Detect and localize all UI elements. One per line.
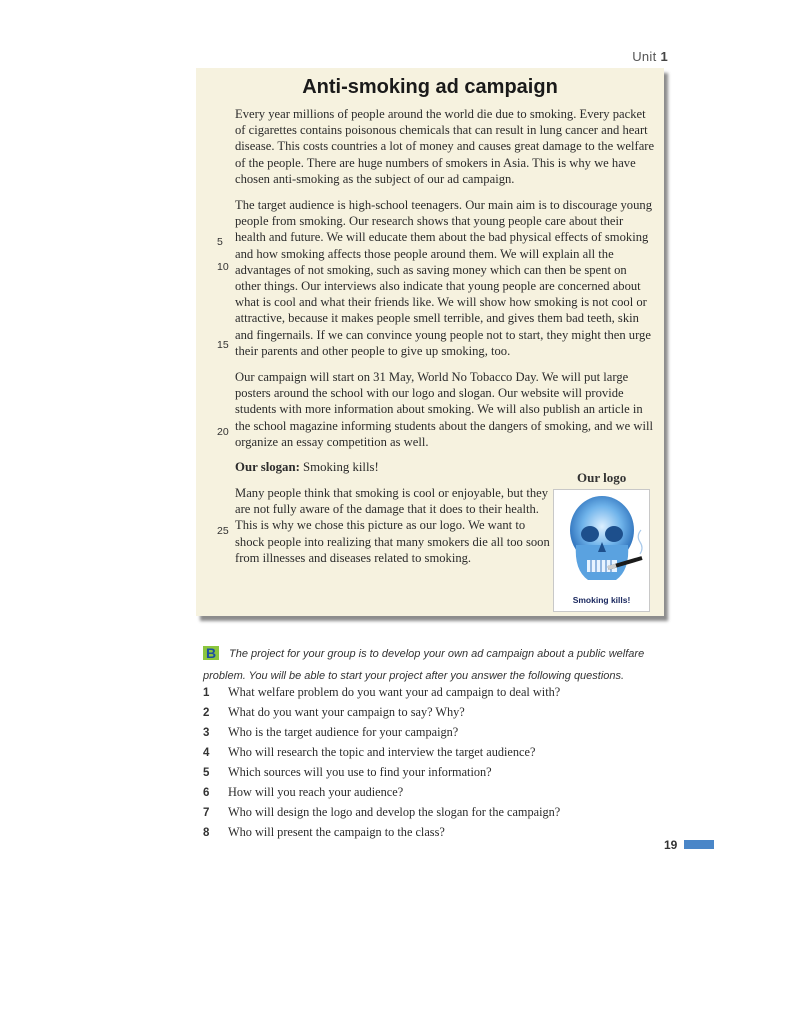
logo-heading: Our logo	[577, 470, 627, 485]
question-list	[203, 682, 560, 842]
question-number: 5	[203, 767, 210, 779]
article-paragraph-1: Every year millions of people around the world die due to smoking. Every packet of cigarettes contains poisonous chemicals that can result in lung cancer and heart disease. This costs countries a lot of money and causes great damage to the welfare of the people. There are huge numbers of smokers in Asia. This is why we have chosen anti-smoking as the subject of our ad campaign.	[235, 107, 655, 186]
question-text: How will you reach your audience?	[228, 785, 404, 799]
article-panel	[196, 68, 664, 616]
task-letter-badge: B	[203, 646, 219, 660]
page-number: 19	[664, 838, 678, 852]
question-text: Who will research the topic and interview the target audience?	[228, 745, 536, 759]
list-item	[203, 802, 560, 822]
question-number: 8	[203, 827, 210, 839]
article-title: Anti-smoking ad campaign	[302, 76, 558, 98]
question-number: 2	[203, 707, 210, 719]
list-item	[203, 742, 560, 762]
slogan-text: Smoking kills!	[303, 460, 379, 475]
unit-label	[632, 49, 668, 64]
slogan-label: Our slogan:	[235, 460, 300, 475]
page-number-bar	[684, 840, 714, 849]
line-number-5: 5	[217, 236, 223, 248]
question-text: Who is the target audience for your campaign?	[228, 725, 459, 739]
list-item	[203, 782, 560, 802]
question-number: 1	[203, 687, 210, 699]
list-item	[203, 722, 560, 742]
unit-word: Unit	[632, 49, 657, 64]
question-number: 3	[203, 727, 210, 739]
logo-caption: Smoking kills!	[572, 595, 631, 605]
article-paragraph-3: Our campaign will start on 31 May, World No Tobacco Day. We will put large posters around the school with our logo and slogan. Our website will provide students with more information about smoking. We will also publish an article in the school magazine informing students about the dangers of smoking, and we will organize an essay competition as well.	[235, 370, 653, 449]
line-number-20: 20	[217, 426, 229, 438]
line-number-15: 15	[217, 339, 229, 351]
question-number: 4	[203, 747, 210, 759]
list-item	[203, 702, 560, 722]
question-text: Who will design the logo and develop the slogan for the campaign?	[228, 805, 561, 819]
question-text: Who will present the campaign to the class?	[228, 825, 445, 839]
task-instruction-text: The project for your group is to develop your own ad campaign about a public welfare problem. You will be able to start your project after you answer the following questions.	[203, 648, 645, 682]
article-paragraph-2: The target audience is high-school teenagers. Our main aim is to discourage young people from smoking. Our research shows that young people care about their health and future. We will educate them about the bad physical effects of smoking and how smoking affects those people around them. We will explain all the advantages of not smoking, such as saving money which can then be spent on other things. Our interviews also indicate that young people are concerned about what is cool and what their friends like. We will show how smoking is not cool or attractive, because it makes people smell terrible, and gives them bad teeth, skin and fingernails. If we can convince young people not to start, they might then urge their parents and other people to give up smoking, too.	[235, 198, 652, 358]
question-text: What welfare problem do you want your ad campaign to deal with?	[228, 685, 561, 699]
list-item	[203, 762, 560, 782]
unit-number: 1	[660, 49, 668, 64]
list-item	[203, 682, 560, 702]
question-text: Which sources will you use to find your information?	[228, 765, 492, 779]
skull-cigarette-illustration	[554, 490, 649, 611]
line-number-10: 10	[217, 261, 229, 273]
task-instruction	[203, 642, 673, 686]
list-item	[203, 822, 560, 842]
line-number-25: 25	[217, 525, 229, 537]
article-paragraph-4: Many people think that smoking is cool or enjoyable, but they are not fully aware of the damage that it does to their health. This is why we chose this picture as our logo. We want to shock people into realizing that many smokers die all too soon from illnesses and diseases related to smoking.	[235, 486, 550, 565]
question-number: 6	[203, 787, 210, 799]
question-number: 7	[203, 807, 210, 819]
logo-image	[553, 489, 650, 612]
question-text: What do you want your campaign to say? Why?	[228, 705, 465, 719]
